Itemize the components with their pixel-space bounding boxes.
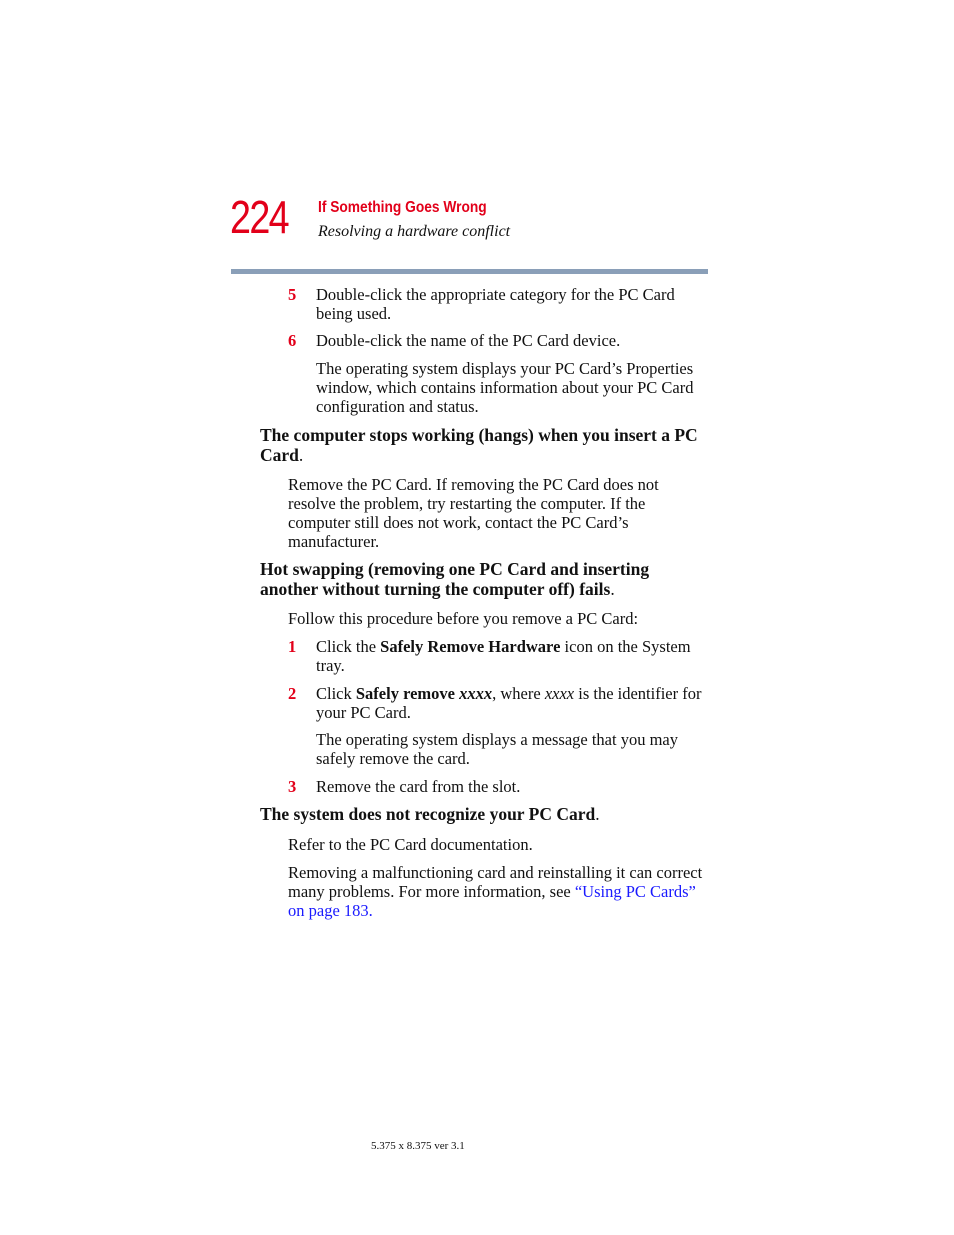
header-rule — [231, 269, 708, 274]
paragraph: The operating system displays a message that you may safely remove the card. — [316, 730, 679, 768]
step-text: Click Safely remove xxxx, where xxxx is the identifier for your PC Card. — [316, 684, 702, 722]
step-text: Double-click the name of the PC Card device. — [316, 331, 621, 350]
heading-text: The computer stops working (hangs) when you insert a PC Card — [260, 425, 698, 465]
chapter-title: If Something Goes Wrong — [318, 199, 487, 216]
section-title: Resolving a hardware conflict — [318, 223, 511, 240]
step-text: Double-click the appropriate category for the PC Card being used. — [316, 285, 675, 323]
section-heading: The system does not recognize your PC Card. — [260, 804, 600, 824]
step-text: Remove the card from the slot. — [316, 777, 521, 796]
step-number: 6 — [288, 331, 297, 350]
page-number: 224 — [230, 191, 289, 243]
paragraph: Removing a malfunctioning card and reinstalling it can correct many problems. For more information, see “Using PC Cards” on page 183. — [288, 863, 703, 920]
step-number: 5 — [288, 285, 297, 304]
heading-text: Hot swapping (removing one PC Card and inserting another without turning the computer off) fails — [260, 559, 650, 599]
paragraph: Refer to the PC Card documentation. — [288, 835, 533, 854]
step-text: Click the Safely Remove Hardware icon on the System tray. — [316, 637, 691, 675]
step-number: 1 — [288, 637, 297, 656]
heading-text: The system does not recognize your PC Card — [260, 804, 596, 824]
step-number: 3 — [288, 777, 297, 796]
paragraph: Remove the PC Card. If removing the PC Card does not resolve the problem, try restarting the computer. If the computer still does not work, contact the PC Card’s manufacturer. — [288, 475, 659, 551]
cross-reference-link[interactable]: “Using PC Cards” on page 183 — [288, 882, 696, 920]
section-heading: The computer stops working (hangs) when you insert a PC Card. — [260, 425, 698, 465]
paragraph: The operating system displays your PC Card’s Properties window, which contains information about your PC Card configuration and status. — [316, 359, 694, 416]
footer-note: 5.375 x 8.375 ver 3.1 — [371, 1140, 465, 1152]
section-heading: Hot swapping (removing one PC Card and inserting another without turning the computer off) fails. — [260, 559, 650, 599]
paragraph: Follow this procedure before you remove a PC Card: — [288, 609, 639, 628]
step-number: 2 — [288, 684, 297, 703]
